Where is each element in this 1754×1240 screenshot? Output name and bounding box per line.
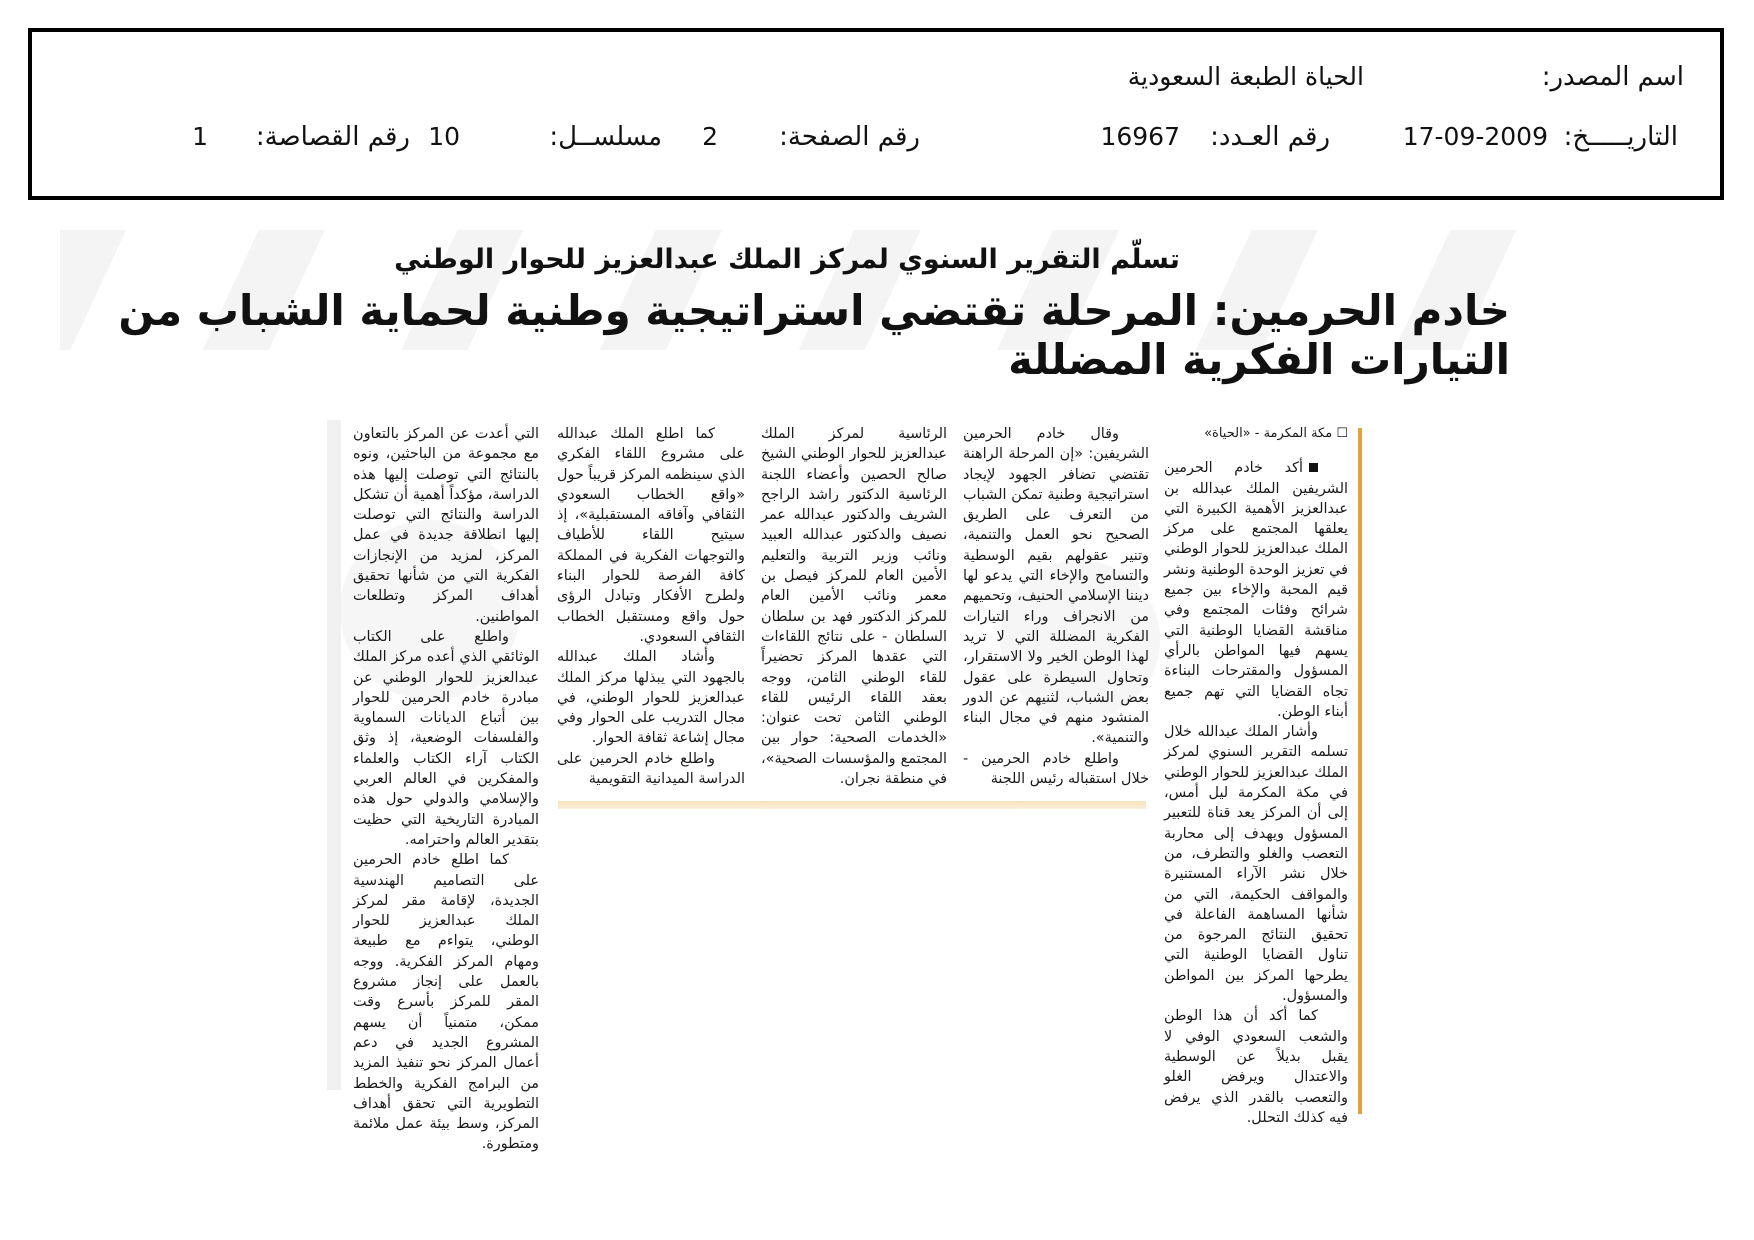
article-kicker: تسلّم التقرير السنوي لمركز الملك عبدالعزيز للحوار الوطني — [394, 244, 1180, 275]
column-shadow — [327, 420, 341, 1090]
clip-number-label: رقم القصاصة: — [255, 122, 410, 152]
article-column-4 — [557, 424, 745, 788]
serial-value: 10 — [428, 122, 460, 151]
paragraph: كما أكد أن هذا الوطن والشعب السعودي الوفي لا يقبل بديلاً عن الوسطية والاعتدال ويرفض الغلو والتعصب بالقدر الذي يرفض فيه كذلك التحلل. — [1164, 1008, 1348, 1126]
paragraph: وقال خادم الحرمين الشريفين: «إن المرحلة الراهنة تقتضي تضافر الجهود لإيجاد استراتيجية وطنية تمكن الشباب من التعرف على الطريق الصحيح نحو العمل والتنمية، وتنير عقولهم بقيم الوسطية والتسامح والإخاء التي يدعو لها ديننا الإسلامي الحنيف، وتحميهم من الانجراف وراء التيارات الفكرية المضللة التي لا تريد لهذا الوطن الخير ولا الاستقرار، وتحاول السيطرة على عقول بعض الشباب، لثنيهم عن الدور المنشود منهم في مجال البناء والتنمية». — [963, 426, 1149, 747]
article-column-5 — [353, 424, 539, 1153]
paragraph: واطلع على الكتاب الوثائقي الذي أعده مركز الملك عبدالعزيز للحوار الوطني عن مبادرة خادم الحرمين للحوار بين أتباع الديانات السماوية والفلسفات الوضعية، إذ وثق الكتاب آراء الكتاب والعلماء والمفكرين في العالم العربي والإسلامي والدولي حول هذه المبادرة التاريخية التي حظيت بتقدير العالم واحترامه. — [353, 628, 539, 848]
clip-number-value: 1 — [192, 122, 208, 151]
paragraph: وأشاد الملك عبدالله بالجهود التي يبذلها مركز الملك عبدالعزيز للحوار الوطني، في مجال التدريب على الحوار وفي مجال إشاعة ثقافة الحوار. — [557, 649, 745, 747]
article-byline: ☐ مكة المكرمة - «الحياة» — [1204, 426, 1348, 441]
issue-label: رقم العـدد: — [1210, 122, 1330, 152]
article-column-1 — [1164, 424, 1348, 1126]
paragraph: كما اطلع الملك عبدالله على مشروع اللقاء الفكري الذي سينظمه المركز قريباً حول «واقع الخطاب السعودي الثقافي وآفاقه المستقبلية»، إذ سيتيح اللقاء للأطياف والتوجهات الفكرية في المملكة كافة الفرصة للحوار البناء ولطرح الأفكار وتبادل الرؤى حول واقع ومستقبل الخطاب الثقافي السعودي. — [557, 426, 745, 645]
source-label: اسم المصدر: — [1541, 62, 1684, 92]
article-headline: خادم الحرمين: المرحلة تقتضي استراتيجية وطنية لحماية الشباب من التيارات الفكرية المضللة — [118, 286, 1510, 384]
date-value: 17-09-2009 — [1402, 122, 1548, 151]
article-column-2 — [963, 424, 1149, 788]
paragraph: كما اطلع خادم الحرمين على التصاميم الهندسية الجديدة، لإقامة مقر لمركز الملك عبدالعزيز للحوار الوطني، يتواءم مع طبيعة ومهام المركز الفكرية. ووجه بالعمل على إنجاز مشروع المقر للمركز بأسرع وقت ممكن، متمنياً أن يسهم المشروع الجديد في دعم أعمال المركز نحو تنفيذ المزيد من البرامج الفكرية والخطط التطويرية التي تحقق أهداف المركز، وسط بيئة عمل ملائمة ومتطورة. — [353, 852, 539, 1153]
paragraph: التي أعدت عن المركز بالتعاون مع مجموعة من الباحثين، ونوه بالنتائج التي توصلت إليها هذه الدراسة، مؤكداً أهمية أن تشكل الدراسة والنتائج التي توصلت إليها انطلاقة جديدة في عمل المركز، لمزيد من الإنجازات الفكرية التي من شأنها تحقيق أهداف المركز وتطلعات المواطنين. — [353, 426, 539, 625]
page-label: رقم الصفحة: — [779, 122, 920, 152]
section-divider — [558, 801, 1146, 809]
article-column-3 — [761, 424, 947, 788]
page-value: 2 — [702, 122, 718, 151]
serial-label: مسلســل: — [549, 122, 662, 152]
paragraph: الرئاسية لمركز الملك عبدالعزيز للحوار الوطني الشيخ صالح الحصين وأعضاء اللجنة الرئاسية الدكتور راشد الراجح الشريف والدكتور عبدالله عمر نصيف والدكتور عبدالله العبيد ونائب وزير التربية والتعليم الأمين العام للمركز فيصل بن معمر ونائب الأمين العام للمركز الدكتور فهد بن سلطان السلطان - على نتائج اللقاءات التي عقدها المركز تحضيراً للقاء الوطني الثامن، ووجه بعقد اللقاء الرئيس للقاء الوطني الثامن تحت عنوان: «الخدمات الصحية: حوار بين المجتمع والمؤسسات الصحية»، في منطقة نجران. — [761, 426, 947, 788]
paragraph: وأشار الملك عبدالله خلال تسلمه التقرير السنوي لمركز الملك عبدالعزيز للحوار الوطني في مكة المكرمة ليل أمس، إلى أن المركز يعد قناة للتعبير المسؤول ويهدف إلى محاربة التعصب والغلو والتطرف، من خلال نشر الآراء المستنيرة والمواقف الحكيمة، التي من شأنها المساهمة الفاعلة في تحقيق النتائج المرجوة من تناول القضايا الوطنية التي يطرحها المركز بين المواطن والمسؤول. — [1164, 724, 1348, 1005]
paragraph: أكد خادم الحرمين الشريفين الملك عبدالله بن عبدالعزيز الأهمية الكبيرة التي يعلقها المجتمع على مركز الملك عبدالعزيز للحوار الوطني في تعزيز الوحدة الوطنية ونشر قيم المحبة والإخاء بين جميع شرائح وفئات المجتمع وفي مناقشة القضايا الوطنية التي يسهم فيها المواطن بالرأي المسؤول والمقترحات البناءة تجاه القضايا التي تهم جميع أبناء الوطن. — [1164, 460, 1348, 720]
clipping-header — [28, 28, 1724, 200]
source-value: الحياة الطبعة السعودية — [1127, 62, 1364, 91]
date-label: التاريـــــخ: — [1563, 122, 1678, 152]
paragraph: واطلع خادم الحرمين على الدراسة الميدانية التقويمية — [557, 750, 745, 788]
column-rule — [1358, 428, 1362, 1114]
paragraph: واطلع خادم الحرمين - خلال استقباله رئيس اللجنة — [963, 750, 1149, 788]
issue-value: 16967 — [1100, 122, 1180, 151]
bullet-icon — [1309, 463, 1318, 472]
